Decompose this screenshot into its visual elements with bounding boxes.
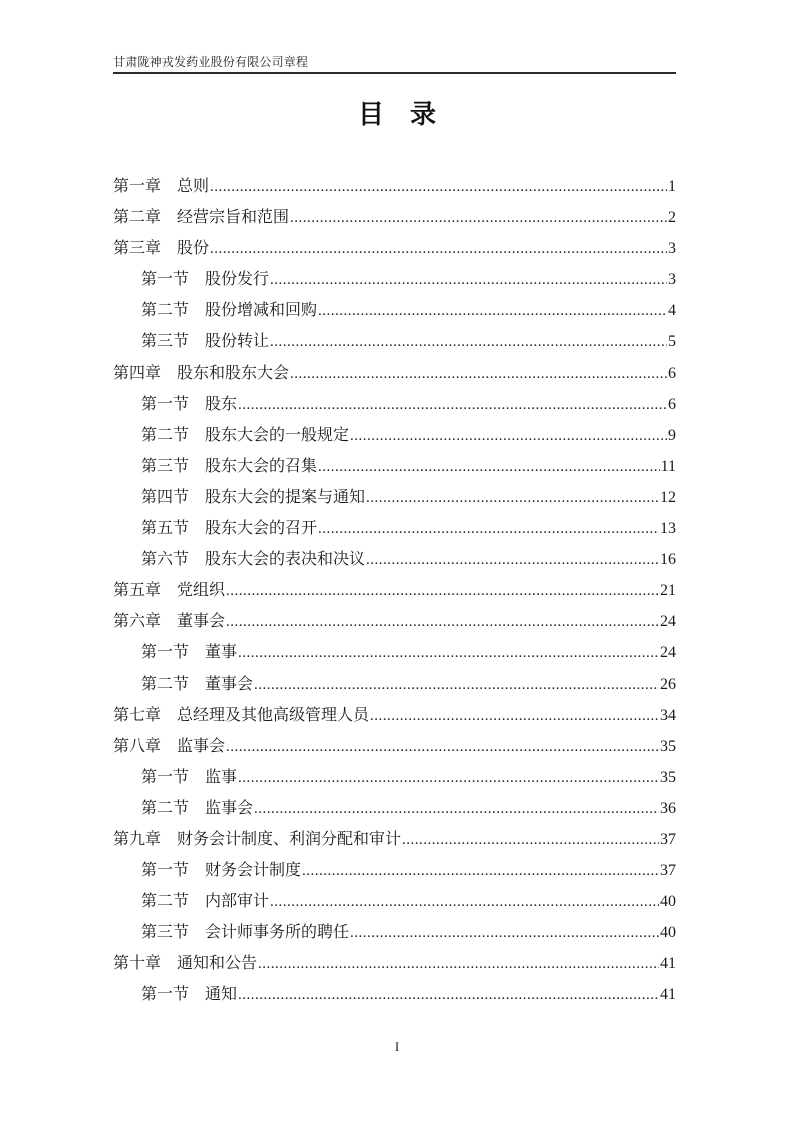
toc-entry-label: 第二节 股东大会的一般规定: [141, 426, 350, 444]
toc-entry: [113, 700, 676, 731]
toc-entry-label: 第三节 股份转让: [141, 333, 270, 351]
toc-entry-label: 第二节 内部审计: [141, 893, 270, 911]
toc-entry-page: 21: [660, 582, 676, 600]
toc-entry-label: 第五章 党组织: [113, 582, 226, 600]
toc-entry: [113, 731, 676, 762]
toc-entry-page: 9: [668, 426, 676, 444]
toc-entry-page: 40: [660, 924, 676, 942]
toc-entry-page: 13: [660, 520, 676, 538]
toc-entry: [113, 948, 676, 979]
table-of-contents: [113, 171, 676, 1011]
toc-leader-dots: [350, 917, 659, 949]
toc-entry: [113, 451, 676, 482]
toc-entry-label: 第九章 财务会计制度、利润分配和审计: [113, 830, 402, 848]
toc-entry-page: 2: [668, 209, 676, 227]
toc-entry-page: 34: [660, 706, 676, 724]
toc-entry-label: 第二节 股份增减和回购: [141, 302, 318, 320]
toc-leader-dots: [226, 731, 659, 763]
toc-entry: [113, 793, 676, 824]
toc-entry: [113, 420, 676, 451]
toc-entry: [113, 171, 676, 202]
page-number: I: [394, 1039, 400, 1054]
toc-leader-dots: [238, 637, 659, 669]
toc-entry-page: 37: [660, 862, 676, 880]
toc-entry-page: 12: [660, 488, 676, 506]
toc-entry: [113, 358, 676, 389]
toc-leader-dots: [210, 233, 667, 265]
toc-entry: [113, 855, 676, 886]
toc-entry-page: 35: [660, 737, 676, 755]
toc-leader-dots: [258, 948, 659, 980]
toc-leader-dots: [350, 420, 667, 452]
toc-entry-label: 第四章 股东和股东大会: [113, 364, 290, 382]
toc-entry-page: 11: [660, 457, 676, 475]
toc-entry-label: 第一节 财务会计制度: [141, 862, 302, 880]
toc-entry-label: 第一节 董事: [141, 644, 238, 662]
toc-entry-label: 第三节 股东大会的召集: [141, 457, 318, 475]
header-company-title: 甘肃陇神戎发药业股份有限公司章程: [113, 55, 309, 69]
toc-leader-dots: [210, 171, 667, 203]
document-title: 目 录: [357, 100, 436, 129]
toc-entry-label: 第三章 股份: [113, 240, 210, 258]
toc-entry-label: 第五节 股东大会的召开: [141, 520, 318, 538]
toc-entry-label: 第十章 通知和公告: [113, 955, 258, 973]
toc-entry: [113, 513, 676, 544]
toc-entry: [113, 762, 676, 793]
toc-leader-dots: [270, 264, 667, 296]
toc-entry-page: 35: [660, 768, 676, 786]
toc-leader-dots: [238, 762, 659, 794]
toc-leader-dots: [226, 575, 659, 607]
toc-entry: [113, 637, 676, 668]
toc-entry-label: 第八章 监事会: [113, 737, 226, 755]
toc-entry-label: 第一节 股份发行: [141, 271, 270, 289]
toc-leader-dots: [290, 358, 667, 390]
toc-leader-dots: [238, 979, 659, 1011]
toc-entry-label: 第一节 股东: [141, 395, 238, 413]
toc-entry-page: 6: [668, 395, 676, 413]
toc-leader-dots: [290, 202, 667, 234]
toc-leader-dots: [238, 389, 667, 421]
toc-entry-label: 第二章 经营宗旨和范围: [113, 209, 290, 227]
toc-leader-dots: [270, 886, 659, 918]
toc-entry: [113, 544, 676, 575]
toc-entry-page: 3: [668, 271, 676, 289]
toc-entry-label: 第一节 通知: [141, 986, 238, 1004]
toc-entry: [113, 979, 676, 1010]
toc-entry-label: 第一节 监事: [141, 768, 238, 786]
toc-entry: [113, 575, 676, 606]
page-header: [113, 55, 676, 74]
toc-entry: [113, 202, 676, 233]
toc-leader-dots: [254, 793, 659, 825]
toc-entry: [113, 295, 676, 326]
toc-leader-dots: [226, 606, 659, 638]
toc-leader-dots: [270, 326, 667, 358]
toc-entry-page: 26: [660, 675, 676, 693]
toc-entry: [113, 326, 676, 357]
toc-entry: [113, 389, 676, 420]
toc-leader-dots: [302, 855, 659, 887]
toc-leader-dots: [318, 451, 660, 483]
toc-entry: [113, 233, 676, 264]
toc-entry-page: 24: [660, 644, 676, 662]
toc-leader-dots: [366, 544, 659, 576]
toc-entry-page: 3: [668, 240, 676, 258]
toc-entry-page: 4: [668, 302, 676, 320]
toc-leader-dots: [254, 669, 659, 701]
toc-entry-page: 5: [668, 333, 676, 351]
toc-entry: [113, 886, 676, 917]
toc-entry-page: 24: [660, 613, 676, 631]
toc-entry-page: 36: [660, 799, 676, 817]
toc-entry-page: 40: [660, 893, 676, 911]
toc-entry: [113, 824, 676, 855]
toc-entry-label: 第四节 股东大会的提案与通知: [141, 488, 366, 506]
toc-entry-label: 第七章 总经理及其他高级管理人员: [113, 706, 370, 724]
toc-entry-page: 6: [668, 364, 676, 382]
toc-leader-dots: [402, 824, 659, 856]
toc-entry-label: 第二节 监事会: [141, 799, 254, 817]
toc-entry: [113, 606, 676, 637]
toc-leader-dots: [366, 482, 659, 514]
toc-leader-dots: [318, 295, 667, 327]
toc-entry-page: 16: [660, 551, 676, 569]
toc-entry: [113, 482, 676, 513]
toc-entry-label: 第二节 董事会: [141, 675, 254, 693]
toc-entry: [113, 264, 676, 295]
toc-entry-page: 1: [668, 178, 676, 195]
toc-entry-label: 第六节 股东大会的表决和决议: [141, 551, 366, 569]
toc-entry-page: 41: [660, 986, 676, 1004]
toc-leader-dots: [318, 513, 659, 545]
toc-entry-label: 第一章 总则: [113, 178, 210, 195]
toc-entry-label: 第六章 董事会: [113, 613, 226, 631]
toc-entry: [113, 917, 676, 948]
toc-entry: [113, 669, 676, 700]
toc-leader-dots: [370, 700, 659, 732]
toc-entry-page: 37: [660, 830, 676, 848]
toc-entry-page: 41: [660, 955, 676, 973]
toc-entry-label: 第三节 会计师事务所的聘任: [141, 924, 350, 942]
